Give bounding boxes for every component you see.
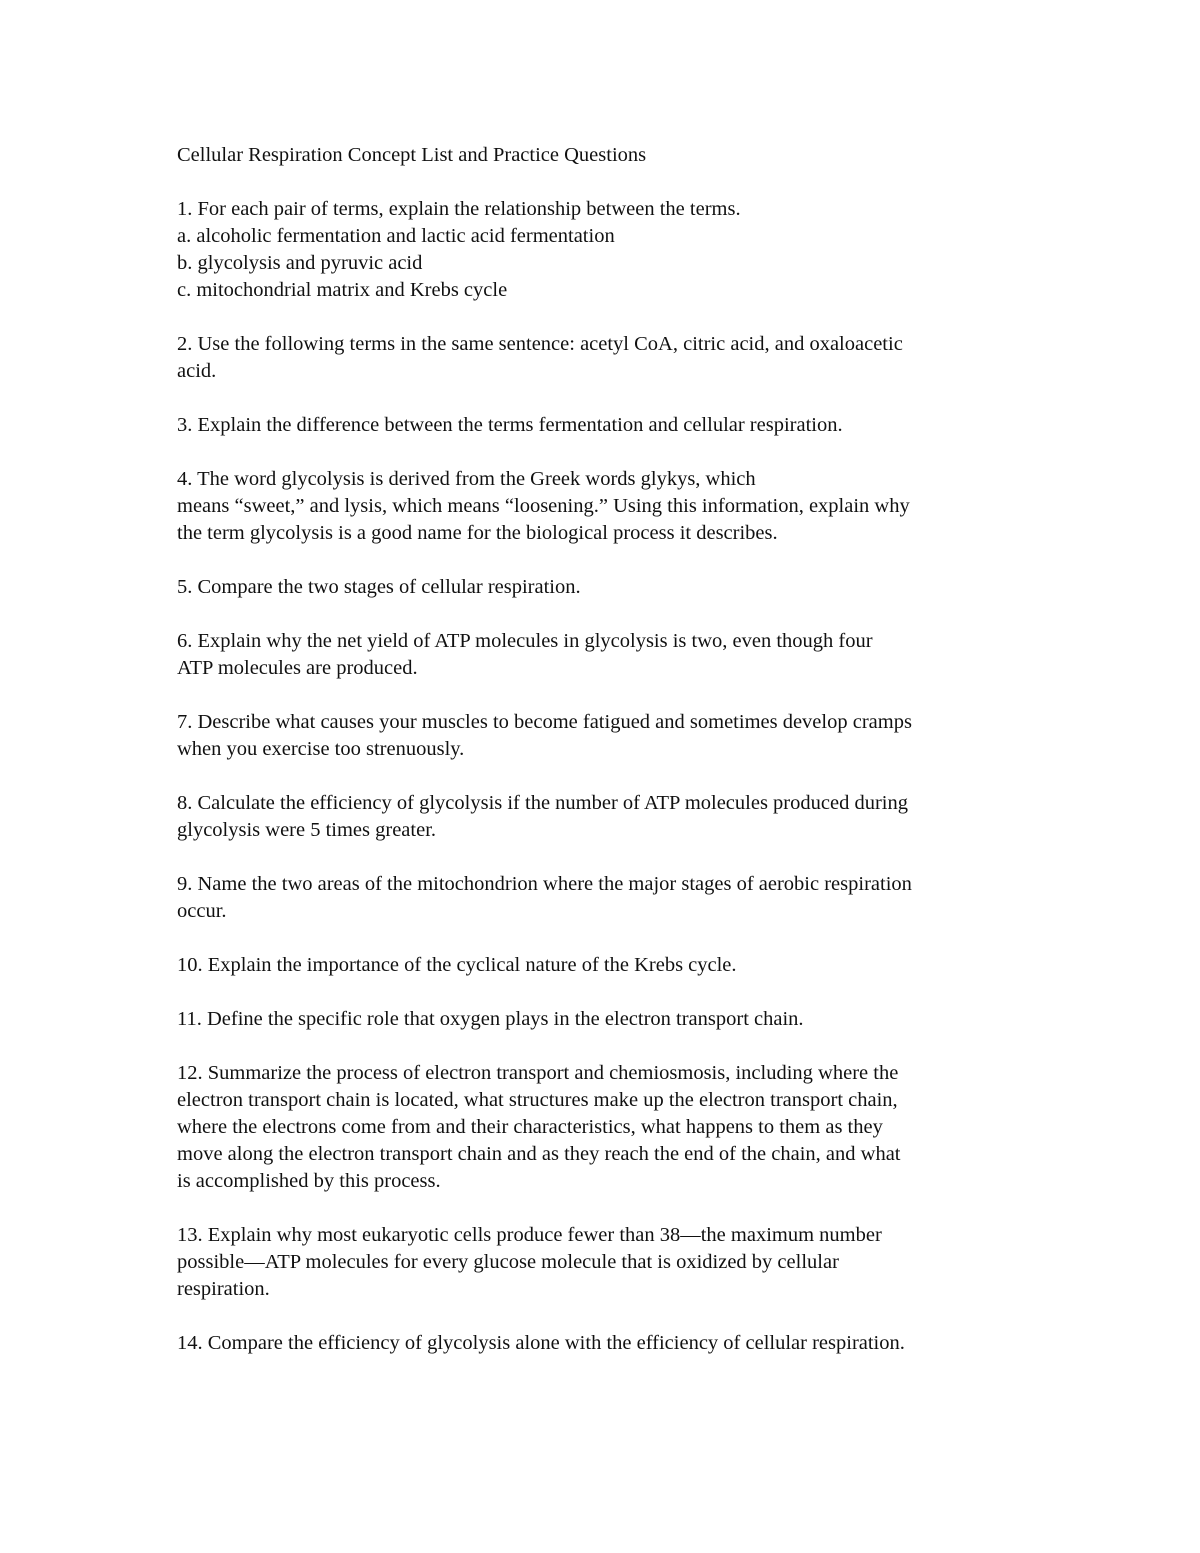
question-line: a. alcoholic fermentation and lactic acid fermentation: [177, 225, 615, 247]
question-line: 10. Explain the importance of the cyclical nature of the Krebs cycle.: [177, 954, 737, 976]
question-item: [177, 790, 1037, 844]
question-line: 4. The word glycolysis is derived from the Greek words glykys, which: [177, 468, 756, 490]
question-line: occur.: [177, 900, 227, 922]
question-item: [177, 628, 1037, 682]
question-item: [177, 952, 1037, 979]
question-line: 1. For each pair of terms, explain the relationship between the terms.: [177, 198, 741, 220]
question-item: [177, 1222, 1037, 1303]
question-line: electron transport chain is located, what structures make up the electron transport chain,: [177, 1089, 898, 1111]
question-line: 3. Explain the difference between the terms fermentation and cellular respiration.: [177, 414, 843, 436]
question-line: the term glycolysis is a good name for the biological process it describes.: [177, 522, 778, 544]
question-line: possible—ATP molecules for every glucose molecule that is oxidized by cellular: [177, 1251, 839, 1273]
question-line: is accomplished by this process.: [177, 1170, 441, 1192]
question-item: [177, 196, 1037, 304]
document-page: [177, 142, 1037, 1384]
question-line: 5. Compare the two stages of cellular respiration.: [177, 576, 581, 598]
question-line: 13. Explain why most eukaryotic cells produce fewer than 38—the maximum number: [177, 1224, 882, 1246]
question-line: 2. Use the following terms in the same sentence: acetyl CoA, citric acid, and oxaloacetic: [177, 333, 903, 355]
question-line: c. mitochondrial matrix and Krebs cycle: [177, 279, 508, 301]
question-line: 9. Name the two areas of the mitochondrion where the major stages of aerobic respiration: [177, 873, 912, 895]
document-title: Cellular Respiration Concept List and Practice Questions: [177, 144, 647, 166]
question-item: [177, 331, 1037, 385]
question-line: move along the electron transport chain and as they reach the end of the chain, and what: [177, 1143, 901, 1165]
question-line: 7. Describe what causes your muscles to become fatigued and sometimes develop cramps: [177, 711, 912, 733]
question-list: [177, 196, 1037, 1357]
question-item: [177, 1006, 1037, 1033]
question-line: glycolysis were 5 times greater.: [177, 819, 437, 841]
question-line: means “sweet,” and lysis, which means “loosening.” Using this information, explain why: [177, 495, 910, 517]
question-line: 11. Define the specific role that oxygen plays in the electron transport chain.: [177, 1008, 804, 1030]
question-line: when you exercise too strenuously.: [177, 738, 465, 760]
question-item: [177, 574, 1037, 601]
question-item: [177, 871, 1037, 925]
question-item: [177, 709, 1037, 763]
question-line: b. glycolysis and pyruvic acid: [177, 252, 423, 274]
question-line: 12. Summarize the process of electron transport and chemiosmosis, including where the: [177, 1062, 899, 1084]
question-line: 14. Compare the efficiency of glycolysis alone with the efficiency of cellular respiration.: [177, 1332, 905, 1354]
question-line: where the electrons come from and their characteristics, what happens to them as they: [177, 1116, 883, 1138]
question-item: [177, 466, 1037, 547]
question-item: [177, 1330, 1037, 1357]
question-line: acid.: [177, 360, 217, 382]
question-line: 6. Explain why the net yield of ATP molecules in glycolysis is two, even though four: [177, 630, 873, 652]
question-item: [177, 1060, 1037, 1195]
question-line: 8. Calculate the efficiency of glycolysis if the number of ATP molecules produced during: [177, 792, 908, 814]
question-item: [177, 412, 1037, 439]
question-line: ATP molecules are produced.: [177, 657, 418, 679]
question-line: respiration.: [177, 1278, 270, 1300]
